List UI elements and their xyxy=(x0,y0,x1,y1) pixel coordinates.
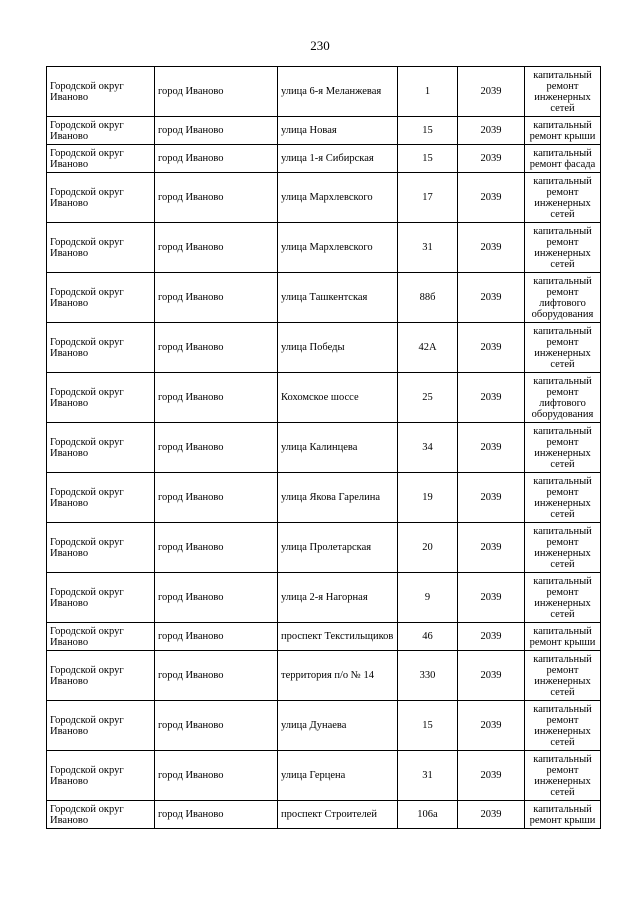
year-cell: 2039 xyxy=(458,623,525,651)
work-type-cell: капитальный ремонт крыши xyxy=(525,801,601,829)
house-number-cell: 19 xyxy=(398,473,458,523)
street-cell: улица 6-я Меланжевая xyxy=(278,67,398,117)
year-cell: 2039 xyxy=(458,117,525,145)
district-cell: Городской округ Иваново xyxy=(47,751,155,801)
year-cell: 2039 xyxy=(458,223,525,273)
work-type-cell: капитальный ремонт инженерных сетей xyxy=(525,323,601,373)
work-type-cell: капитальный ремонт инженерных сетей xyxy=(525,223,601,273)
district-cell: Городской округ Иваново xyxy=(47,701,155,751)
street-cell: улица 1-я Сибирская xyxy=(278,145,398,173)
table-row xyxy=(47,223,601,273)
page-number: 230 xyxy=(310,38,330,53)
city-cell: город Иваново xyxy=(155,473,278,523)
year-cell: 2039 xyxy=(458,573,525,623)
street-cell: улица Дунаева xyxy=(278,701,398,751)
table-row xyxy=(47,373,601,423)
work-type-cell: капитальный ремонт инженерных сетей xyxy=(525,173,601,223)
work-type-cell: капитальный ремонт крыши xyxy=(525,623,601,651)
table-body xyxy=(47,67,601,829)
city-cell: город Иваново xyxy=(155,801,278,829)
city-cell: город Иваново xyxy=(155,67,278,117)
city-cell: город Иваново xyxy=(155,173,278,223)
district-cell: Городской округ Иваново xyxy=(47,573,155,623)
district-cell: Городской округ Иваново xyxy=(47,67,155,117)
street-cell: улица Мархлевского xyxy=(278,223,398,273)
district-cell: Городской округ Иваново xyxy=(47,117,155,145)
street-cell: улица Калинцева xyxy=(278,423,398,473)
work-type-cell: капитальный ремонт инженерных сетей xyxy=(525,751,601,801)
city-cell: город Иваново xyxy=(155,223,278,273)
table-row xyxy=(47,145,601,173)
street-cell: улица Ташкентская xyxy=(278,273,398,323)
district-cell: Городской округ Иваново xyxy=(47,423,155,473)
street-cell: проспект Строителей xyxy=(278,801,398,829)
district-cell: Городской округ Иваново xyxy=(47,473,155,523)
street-cell: территория п/о № 14 xyxy=(278,651,398,701)
house-number-cell: 9 xyxy=(398,573,458,623)
street-cell: улица Герцена xyxy=(278,751,398,801)
house-number-cell: 1 xyxy=(398,67,458,117)
city-cell: город Иваново xyxy=(155,423,278,473)
year-cell: 2039 xyxy=(458,423,525,473)
year-cell: 2039 xyxy=(458,373,525,423)
year-cell: 2039 xyxy=(458,801,525,829)
house-number-cell: 15 xyxy=(398,145,458,173)
work-type-cell: капитальный ремонт лифтового оборудования xyxy=(525,373,601,423)
district-cell: Городской округ Иваново xyxy=(47,223,155,273)
city-cell: город Иваново xyxy=(155,651,278,701)
table-row xyxy=(47,273,601,323)
city-cell: город Иваново xyxy=(155,273,278,323)
year-cell: 2039 xyxy=(458,523,525,573)
table-row xyxy=(47,751,601,801)
year-cell: 2039 xyxy=(458,145,525,173)
house-number-cell: 17 xyxy=(398,173,458,223)
street-cell: Кохомское шоссе xyxy=(278,373,398,423)
work-type-cell: капитальный ремонт инженерных сетей xyxy=(525,473,601,523)
table-row xyxy=(47,701,601,751)
table-row xyxy=(47,523,601,573)
district-cell: Городской округ Иваново xyxy=(47,173,155,223)
street-cell: улица Мархлевского xyxy=(278,173,398,223)
year-cell: 2039 xyxy=(458,701,525,751)
house-number-cell: 42А xyxy=(398,323,458,373)
work-type-cell: капитальный ремонт инженерных сетей xyxy=(525,67,601,117)
district-cell: Городской округ Иваново xyxy=(47,323,155,373)
city-cell: город Иваново xyxy=(155,323,278,373)
year-cell: 2039 xyxy=(458,173,525,223)
year-cell: 2039 xyxy=(458,67,525,117)
district-cell: Городской округ Иваново xyxy=(47,623,155,651)
district-cell: Городской округ Иваново xyxy=(47,523,155,573)
house-number-cell: 106а xyxy=(398,801,458,829)
table-row xyxy=(47,423,601,473)
street-cell: проспект Текстильщиков xyxy=(278,623,398,651)
city-cell: город Иваново xyxy=(155,701,278,751)
table-row xyxy=(47,67,601,117)
table-row xyxy=(47,651,601,701)
city-cell: город Иваново xyxy=(155,523,278,573)
table-row xyxy=(47,801,601,829)
house-number-cell: 46 xyxy=(398,623,458,651)
work-type-cell: капитальный ремонт инженерных сетей xyxy=(525,573,601,623)
table-row xyxy=(47,173,601,223)
year-cell: 2039 xyxy=(458,651,525,701)
table-row xyxy=(47,623,601,651)
city-cell: город Иваново xyxy=(155,145,278,173)
house-number-cell: 20 xyxy=(398,523,458,573)
street-cell: улица Победы xyxy=(278,323,398,373)
year-cell: 2039 xyxy=(458,273,525,323)
work-type-cell: капитальный ремонт инженерных сетей xyxy=(525,523,601,573)
year-cell: 2039 xyxy=(458,751,525,801)
city-cell: город Иваново xyxy=(155,623,278,651)
city-cell: город Иваново xyxy=(155,573,278,623)
work-type-cell: капитальный ремонт инженерных сетей xyxy=(525,701,601,751)
work-type-cell: капитальный ремонт инженерных сетей xyxy=(525,423,601,473)
table-row xyxy=(47,573,601,623)
district-cell: Городской округ Иваново xyxy=(47,801,155,829)
registry-table xyxy=(46,66,601,829)
work-type-cell: капитальный ремонт инженерных сетей xyxy=(525,651,601,701)
street-cell: улица Новая xyxy=(278,117,398,145)
city-cell: город Иваново xyxy=(155,373,278,423)
house-number-cell: 15 xyxy=(398,701,458,751)
house-number-cell: 15 xyxy=(398,117,458,145)
district-cell: Городской округ Иваново xyxy=(47,651,155,701)
work-type-cell: капитальный ремонт лифтового оборудования xyxy=(525,273,601,323)
table-row xyxy=(47,473,601,523)
table-row xyxy=(47,117,601,145)
house-number-cell: 88б xyxy=(398,273,458,323)
district-cell: Городской округ Иваново xyxy=(47,145,155,173)
year-cell: 2039 xyxy=(458,473,525,523)
city-cell: город Иваново xyxy=(155,117,278,145)
house-number-cell: 31 xyxy=(398,751,458,801)
street-cell: улица 2-я Нагорная xyxy=(278,573,398,623)
work-type-cell: капитальный ремонт крыши xyxy=(525,117,601,145)
work-type-cell: капитальный ремонт фасада xyxy=(525,145,601,173)
city-cell: город Иваново xyxy=(155,751,278,801)
district-cell: Городской округ Иваново xyxy=(47,273,155,323)
street-cell: улица Якова Гарелина xyxy=(278,473,398,523)
house-number-cell: 25 xyxy=(398,373,458,423)
table-row xyxy=(47,323,601,373)
street-cell: улица Пролетарская xyxy=(278,523,398,573)
house-number-cell: 31 xyxy=(398,223,458,273)
house-number-cell: 330 xyxy=(398,651,458,701)
house-number-cell: 34 xyxy=(398,423,458,473)
year-cell: 2039 xyxy=(458,323,525,373)
district-cell: Городской округ Иваново xyxy=(47,373,155,423)
